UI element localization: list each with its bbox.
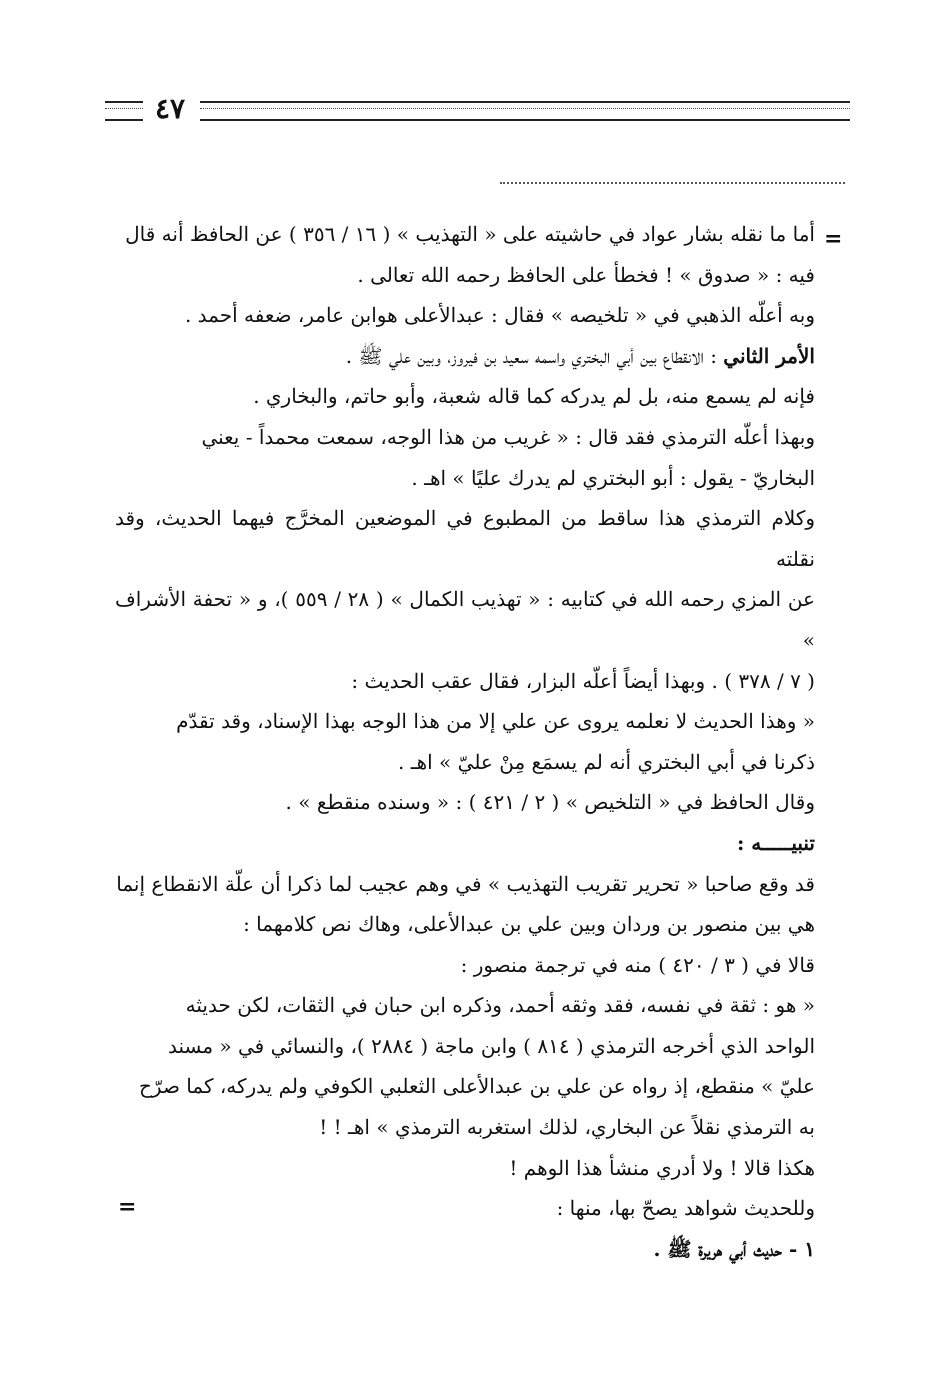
text-line: وكلام الترمذي هذا ساقط من المطبوع في الموضعين المخرَّج فيهما الحديث، وقد نقلته [115, 506, 815, 571]
text-line: به الترمذي نقلاً عن البخاري، لذلك استغربه الترمذي » اهـ ! ! [319, 1115, 815, 1140]
text-line: هي بين منصور بن وردان وبين علي بن عبدالأعلى، وهاك نص كلامهما : [243, 912, 815, 937]
text-line: فإنه لم يسمع منه، بل لم يدركه كما قاله شعبة، وأبو حاتم، والبخاري . [253, 384, 815, 409]
notice-heading: تنبيـــــه : [736, 830, 815, 855]
continuation-mark-bottom: = [118, 1194, 137, 1220]
text-line: أما ما نقله بشار عواد في حاشيته على « التهذيب » ( ١٦ / ٣٥٦ ) عن الحافظ أنه قال [125, 222, 815, 246]
text-line: ( ٧ / ٣٧٨ ) . وبهذا أيضاً أعلّه البزار، فقال عقب الحديث : [351, 668, 815, 693]
header-rule-left [105, 101, 143, 121]
text-line: وقال الحافظ في « التلخيص » ( ٢ / ٤٢١ ) : « وسنده منقطع » . [285, 790, 815, 815]
text-line: قد وقع صاحبا « تحرير تقريب التهذيب » في وهم عجيب لما ذكرا أن علّة الانقطاع إنما [116, 871, 815, 896]
text-line: وللحديث شواهد يصحّ بها، منها : [556, 1196, 815, 1221]
text-line: وبهذا أعلّه الترمذي فقد قال : « غريب من هذا الوجه، سمعت محمداً - يعني [201, 424, 815, 449]
continuation-mark-top: = [824, 226, 843, 252]
text-line [115, 336, 815, 377]
footnote-separator [500, 182, 845, 184]
hadith-heading: ١ - حديث أبي هريرة ﷺ . [653, 1236, 815, 1261]
page-header [105, 92, 850, 126]
page-number: ٤٧ [154, 92, 186, 125]
section-heading: الأمر الثاني [723, 343, 815, 368]
text-line: قالا في ( ٣ / ٤٢٠ ) منه في ترجمة منصور : [460, 952, 815, 977]
text-line: « وهذا الحديث لا نعلمه يروى عن علي إلا من هذا الوجه بهذا الإسناد، وقد تقدّم [176, 709, 815, 734]
footnote-text [115, 214, 815, 1269]
text-line: عن المزي رحمه الله في كتابيه : « تهذيب الكمال » ( ٢٨ / ٥٥٩ )، و « تحفة الأشراف » [115, 587, 815, 652]
text-line: البخاريّ - يقول : أبو البختري لم يدرك عليًا » اهـ . [411, 465, 815, 490]
text-line: ذكرنا في أبي البختري أنه لم يسمَع مِنْ عليّ » اهـ . [398, 749, 815, 774]
text-line: وبه أعلّه الذهبي في « تلخيصه » فقال : عبدالأعلى هوابن عامر، ضعفه أحمد . [184, 303, 815, 328]
text-line: هكذا قالا ! ولا أدري منشأ هذا الوهم ! [509, 1155, 815, 1180]
text-line: فيه : « صدوق » ! فخطأ على الحافظ رحمه الله تعالى . [357, 262, 815, 287]
text-fragment: : الانقطاع بين أبي البختري واسمه سعيد بن فيروز، وبين علي ﷺ . [345, 343, 724, 368]
header-rule-right [200, 101, 850, 121]
text-line: « هو : ثقة في نفسه، فقد وثقه أحمد، وذكره ابن حبان في الثقات، لكن حديثه [185, 993, 815, 1018]
text-line: الواحد الذي أخرجه الترمذي ( ٨١٤ ) وابن ماجة ( ٢٨٨٤ )، والنسائي في « مسند [167, 1033, 815, 1058]
text-line: عليّ » منقطع، إذ رواه عن علي بن عبدالأعلى الثعلبي الكوفي ولم يدركه، كما صرّح [139, 1074, 815, 1099]
